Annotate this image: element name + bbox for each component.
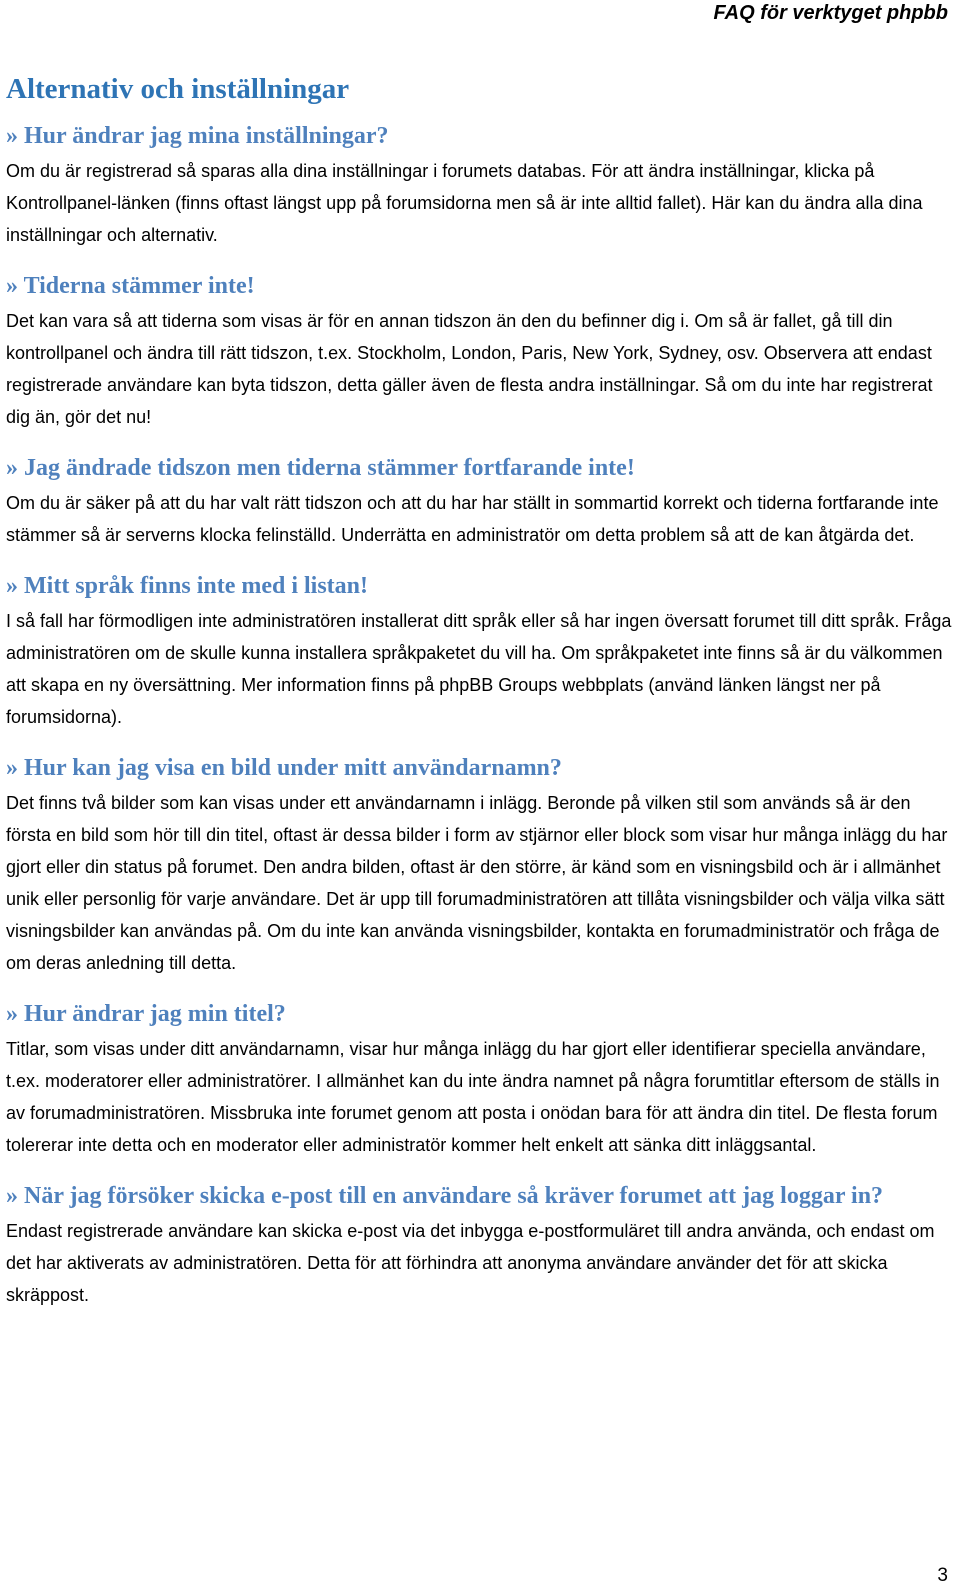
faq-question: » Hur ändrar jag min titel?	[6, 1001, 286, 1027]
section-title: Alternativ och inställningar	[6, 73, 350, 105]
document-body	[6, 70, 954, 1328]
faq-answer: Det kan vara så att tiderna som visas är för en annan tidszon än den du befinner dig i. Om så är fallet, gå till din kontrollpanel och ändra till rätt tidszon, t.ex. Stockholm, London, Paris, New York, Sydney, osv. Observera att endast registrerade användare kan byta tidszon, detta gäller även de flesta andra inställningar. Så om du inte har registrerat dig än, gör det nu!	[6, 311, 933, 427]
page-header: FAQ för verktyget phpbb	[713, 2, 948, 24]
faq-answer: Om du är registrerad så sparas alla dina inställningar i forumets databas. För att ändra inställningar, klicka på Kontrollpanel-länken (finns oftast längst upp på forumsidorna men så är inte alltid fallet). Här kan du ändra alla dina inställningar och alternativ.	[6, 161, 923, 245]
page-number: 3	[937, 1565, 948, 1586]
faq-question: » Hur kan jag visa en bild under mitt användarnamn?	[6, 755, 562, 781]
faq-answer: Det finns två bilder som kan visas under ett användarnamn i inlägg. Beronde på vilken stil som används så är den första en bild som hör till din titel, oftast är dessa bilder i form av stjärnor eller block som visar hur många inlägg du har gjort eller din status på forumet. Den andra bilden, oftast är den större, är känd som en visningsbild och är i allmänhet unik eller personlig för varje användare. Det är upp till forumadministratören att tillåta visningsbilder och välja vilka sätt visningsbilder kan användas på. Om du inte kan använda visningsbilder, kontakta en forumadministratör och fråga de om deras anledning till detta.	[6, 793, 948, 973]
faq-item	[6, 450, 954, 551]
faq-question: » Tiderna stämmer inte!	[6, 273, 255, 299]
faq-item	[6, 118, 954, 251]
faq-question: » När jag försöker skicka e-post till en användare så kräver forumet att jag loggar in?	[6, 1183, 884, 1209]
faq-answer: I så fall har förmodligen inte administratören installerat ditt språk eller så har ingen översatt forumet till ditt språk. Fråga administratören om de skulle kunna installera språkpaketet du vill ha. Om språkpaketet inte finns så är du välkommen att skapa en ny översättning. Mer information finns på phpBB Groups webbplats (använd länken längst ner på forumsidorna).	[6, 611, 952, 727]
faq-question: » Hur ändrar jag mina inställningar?	[6, 123, 389, 149]
faq-question: » Jag ändrade tidszon men tiderna stämmer fortfarande inte!	[6, 455, 635, 481]
faq-item	[6, 996, 954, 1161]
faq-answer: Om du är säker på att du har valt rätt tidszon och att du har har ställt in sommartid korrekt och tiderna fortfarande inte stämmer så är serverns klocka felinställd. Underrätta en administratör om detta problem så att de kan åtgärda det.	[6, 493, 939, 545]
faq-item	[6, 1178, 954, 1311]
faq-answer: Titlar, som visas under ditt användarnamn, visar hur många inlägg du har gjort eller identifierar speciella användare, t.ex. moderatorer eller administratörer. I allmänhet kan du inte ändra namnet på några forumtitlar eftersom de ställs in av forumadministratören. Missbruka inte forumet genom att posta i onödan bara för att ändra din titel. De flesta forum tolererar inte detta och en moderator eller administratör kommer helt enkelt att sänka ditt inläggsantal.	[6, 1039, 940, 1155]
faq-question: » Mitt språk finns inte med i listan!	[6, 573, 369, 599]
faq-item	[6, 568, 954, 733]
faq-answer: Endast registrerade användare kan skicka e-post via det inbygga e-postformuläret till andra använda, och endast om det har aktiverats av administratören. Detta för att förhindra att anonyma användare använder det för att skicka skräppost.	[6, 1221, 935, 1305]
faq-item	[6, 750, 954, 979]
faq-item	[6, 268, 954, 433]
